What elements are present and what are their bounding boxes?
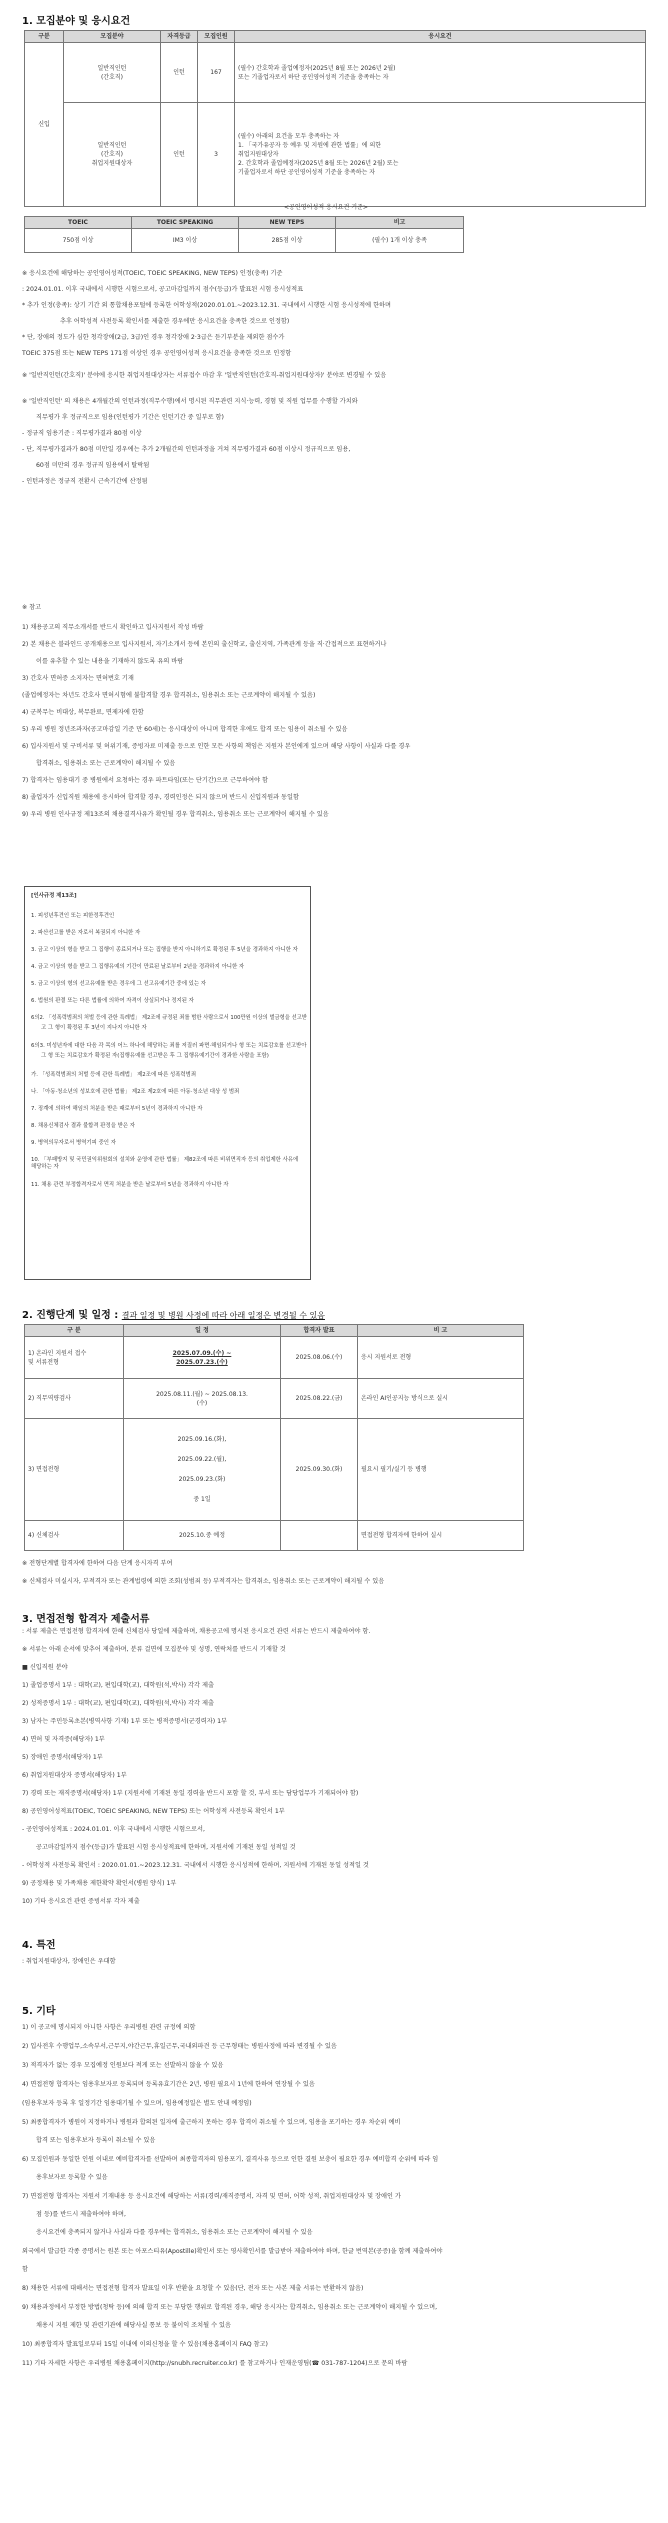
header-cell: 일 정 xyxy=(124,1325,281,1337)
table-row xyxy=(25,229,464,253)
note-line: - 단, 직무평가결과가 80점 미만일 경우에는 추가 2개월간의 인턴과정을 거쳐 직무평가결과 60점 이상시 정규직으로 임용, xyxy=(22,446,351,453)
note-line: ※ '일반직인턴(간호직)' 분야에 응시한 취업지원대상자는 서류접수 마감 후 '일반직인턴(간호직-취업지원대상자)' 분야로 변경될 수 있음 xyxy=(22,372,387,379)
table-row xyxy=(25,43,646,103)
etc-item: 응시요건에 충족되지 않거나 사실과 다를 경우에는 합격취소, 임용취소 또는 근로계약이 해지될 수 있음 xyxy=(36,2229,313,2236)
stage-cell xyxy=(25,1379,124,1419)
etc-item: 합격 또는 임용후보자 등록이 취소될 수 있음 xyxy=(36,2137,156,2144)
stage-line: 1) 온라인 지원서 접수 xyxy=(28,1349,87,1357)
table-header-row xyxy=(25,1325,524,1337)
note-line: - 정규직 임용기준 : 직무평가결과 80점 이상 xyxy=(22,430,142,437)
etc-item: 함 xyxy=(22,2266,28,2273)
schedule-note: ※ 전형단계별 합격자에 한하여 다음 단계 응시자격 부여 xyxy=(22,1560,173,1567)
requirement-line: 취업지원대상자 xyxy=(238,151,279,158)
sec3-subhead: ■ 신입직원 분야 xyxy=(22,1664,68,1671)
english-criteria-caption: <공인영어성적 응시요건 기준> xyxy=(284,204,368,211)
header-cell: TOEIC xyxy=(25,217,132,229)
requirement-cell xyxy=(235,43,646,103)
stage-line: 4) 신체검사 xyxy=(28,1532,60,1539)
field-line: 일반직인턴 xyxy=(97,142,127,149)
document-item: 10) 기타 응시요건 관련 증빙서류 각자 제출 xyxy=(22,1898,140,1905)
field-line: 취업지원대상자 xyxy=(91,160,133,167)
document-item: 7) 경력 또는 재직증명서(해당자) 1부 (지원서에 기재된 동일 경력을 반드시 포함 할 것, 부서 또는 담당업무가 기재되어야 함) xyxy=(22,1790,359,1797)
announce-cell: 2025.08.22.(금) xyxy=(281,1379,358,1419)
requirement-line: 기졸업자로서 하단 공인영어성적 기준을 충족하는 자 xyxy=(238,169,376,176)
note-line: ※ 응시요건에 해당하는 공인영어성적(TOEIC, TOEIC SPEAKING, NEW TEPS) 인정(충족) 기준 xyxy=(22,270,283,277)
date-line: 2025.09.22.(월), xyxy=(177,1455,227,1463)
date-line: 2025.09.16.(화), xyxy=(177,1435,227,1443)
etc-item: (임용후보자 등록 후 일정기간 임용대기될 수 있으며, 임용예정일은 별도 안내 예정임) xyxy=(22,2100,252,2107)
header-cell: 응시요건 xyxy=(235,31,646,43)
stage-cell xyxy=(25,1337,124,1379)
note-line: : 2024.01.01. 이후 국내에서 시행한 시험으로서, 공고마감일까지 점수(등급)가 발표된 시험 응시성적표 xyxy=(22,286,304,293)
box-item: 2. 파산선고를 받은 자로서 복권되지 아니한 자 xyxy=(31,930,141,936)
count-cell: 3 xyxy=(198,103,235,207)
document-item: 공고마감일까지 점수(등급)가 발표된 시험 응시성적표에 한하며, 지원서에 기재된 동일 성적일 것 xyxy=(36,1844,296,1851)
document-item: 9) 공정채용 및 가족채용 제한확약 확인서(병원 양식) 1부 xyxy=(22,1880,177,1887)
box-item: 7. 징계에 의하여 해임의 처분을 받은 때로부터 5년이 경과하지 아니한 자 xyxy=(31,1106,203,1112)
date-line: (수) xyxy=(196,1399,208,1407)
document-item: - 공인영어성적표 : 2024.01.01. 이후 국내에서 시행한 시험으로서, xyxy=(22,1826,205,1833)
section-2-title xyxy=(22,1306,325,1321)
date-cell xyxy=(124,1419,281,1521)
document-item: 2) 성적증명서 1부 : 대학(교), 편입대학(교), 대학원(석,박사) 각각 제출 xyxy=(22,1700,214,1707)
etc-item: 11) 기타 자세한 사항은 우리병원 채용홈페이지(http://snubh.recruiter.co.kr) 를 참고하거나 인재운영팀(☎ 031-787-1204)으로 문의 바람 xyxy=(22,2360,408,2367)
personnel-regulation-box xyxy=(24,886,311,1280)
table-header-row xyxy=(25,31,646,43)
requirement-line: (필수) 아래의 요건을 모두 충족하는 자 xyxy=(238,133,340,140)
etc-item: 6) 모집인원과 동일한 인원 이내로 예비합격자를 선발하며 최종합격자의 임용포기, 결격사유 등으로 인한 결원 보충이 필요한 경우 예비합격 순위에 따라 임 xyxy=(22,2156,439,2163)
section-3-title: 3. 면접전형 합격자 제출서류 xyxy=(22,1614,150,1625)
date-cell xyxy=(124,1521,281,1551)
box-title: [인사규정 제13조] xyxy=(31,893,77,899)
etc-item: 5) 최종합격자가 병원이 지정하거나 병원과 합의된 일자에 출근하지 못하는 경우 합격이 취소될 수 있으며, 임용을 포기하는 경우 차순위 예비 xyxy=(22,2119,401,2126)
etc-item: 9) 채용과정에서 부정한 방법(청탁 등)에 의해 합격 또는 부당한 행위로 합격된 경우, 해당 응시자는 합격취소, 임용취소 또는 근로계약이 해지될 수 있으며, xyxy=(22,2304,438,2311)
etc-item: 채용시 지원 제한 및 관련기관에 해당사실 통보 등 불이익 조치될 수 있음 xyxy=(36,2322,231,2329)
sec3-intro: : 서류 제출은 면접전형 합격자에 한해 신체검사 당일에 제출하며, 채용공고에 명시된 응시요건 관련 서류는 반드시 제출하여야 함. xyxy=(22,1628,371,1635)
note-cell: 온라인 AI인공지능 방식으로 실시 xyxy=(358,1379,524,1419)
score-cell: 750점 이상 xyxy=(25,229,132,253)
count-cell: 167 xyxy=(198,43,235,103)
requirement-line: 또는 기졸업자로서 하단 공인영어성적 기준을 충족하는 자 xyxy=(238,73,389,81)
sec3-intro: ※ 서류는 아래 순서에 맞추어 제출하며, 분류 걸면에 모집분야 및 성명, 연락처를 반드시 기재할 것 xyxy=(22,1646,286,1653)
field-cell xyxy=(64,103,161,207)
requirement-line: 1. 「국가유공자 등 예우 및 지원에 관한 법률」에 의한 xyxy=(238,142,382,149)
header-cell: 모집분야 xyxy=(64,31,161,43)
box-item: 3. 금고 이상의 형을 받고 그 집행이 종료되거나 또는 집행을 받지 아니하기로 확정된 후 5년을 경과하지 아니한 자 xyxy=(31,947,298,953)
box-item: 나. 「아동·청소년의 성보호에 관한 법률」 제2조 제2호에 따른 아동·청소년 대상 성 범죄 xyxy=(31,1089,240,1095)
table-row xyxy=(25,103,646,207)
score-cell: (필수) 1개 이상 충족 xyxy=(336,229,464,253)
box-item: 10. 「부패방지 및 국민권익위원회의 설치와 운영에 관한 법률」 제82조에 따른 비위면직자 등의 취업제한 사유에 해당하는 자 xyxy=(31,1157,299,1170)
date-line: 2025.07.23.(수) xyxy=(176,1358,228,1366)
box-item: 6의3. 미성년자에 대한 다음 각 목의 어느 하나에 해당하는 죄를 저질러 파면·해임되거나 형 또는 치료감호를 선고받아 xyxy=(31,1043,307,1049)
document-item: 3) 남자는 주민등록초본(병역사항 기재) 1부 또는 병적증명서(군경력자) 1부 xyxy=(22,1718,228,1725)
note-cell: 필요시 필기/실기 등 병행 xyxy=(358,1419,524,1521)
header-cell: 합격자 발표 xyxy=(281,1325,358,1337)
section-1-title: 1. 모집분야 및 응시요건 xyxy=(22,16,131,27)
date-cell xyxy=(124,1379,281,1419)
date-line: 2025.09.23.(화) xyxy=(178,1475,226,1483)
box-item: 6의2. 「성폭력범죄의 처벌 등에 관한 특례법」 제2조에 규정된 죄를 범한 사람으로서 100만원 이상의 벌금형을 선고받 xyxy=(31,1015,307,1021)
document-item: 5) 장애인 증명서(해당자) 1부 xyxy=(22,1754,103,1761)
document-item: 6) 취업지원대상자 증명서(해당자) 1부 xyxy=(22,1772,127,1779)
section-5-title: 5. 기타 xyxy=(22,2006,56,2017)
box-item: 8. 채용신체검사 결과 불합격 판정을 받은 자 xyxy=(31,1123,135,1129)
caution-line: 8) 졸업자가 신입직원 채용에 응시하여 합격할 경우, 경력인정은 되지 않으며 반드시 신입직원과 동일함 xyxy=(22,794,299,801)
field-line: (간호직) xyxy=(100,151,124,158)
document-item: - 어학성적 사전등록 확인서 : 2020.01.01.~2023.12.31. 국내에서 시행한 응시성적에 한하며, 지원서에 기재된 동일 성적일 것 xyxy=(22,1862,369,1869)
schedule-table xyxy=(24,1324,524,1551)
caution-line: 7) 합격자는 임용대기 중 병원에서 요청하는 경우 파트타임(또는 단기간)으로 근무하여야 함 xyxy=(22,777,269,784)
group-cell: 신입 xyxy=(25,43,64,207)
note-line: TOEIC 375점 또는 NEW TEPS 171점 이상인 경우 공인영어성적 응시요건을 충족한 것으로 인정함 xyxy=(22,350,292,357)
box-item: 9. 병역의무자로서 병역기피 중인 자 xyxy=(31,1140,116,1146)
caution-line: 9) 우리 병원 인사규정 제13조의 채용결격사유가 확인될 경우 합격취소, 임용취소 또는 근로계약이 해지될 수 있음 xyxy=(22,811,329,818)
etc-item: 외국에서 발급한 각종 증명서는 원본 또는 아포스티유(Apostille)확인서 또는 영사확인서를 발급받아 제출하여야 하며, 한글 번역본(공증)을 함께 제출하여야 xyxy=(22,2248,443,2255)
etc-item: 3) 적격자가 없는 경우 모집예정 인원보다 적게 또는 선발하지 않을 수 있음 xyxy=(22,2062,224,2069)
note-line: 60점 미만의 경우 정규직 임용에서 탈락됨 xyxy=(36,462,150,469)
note-cell: 면접전형 합격자에 한하여 실시 xyxy=(358,1521,524,1551)
grade-cell: 인턴 xyxy=(161,43,198,103)
note-line: * 단, 장애의 정도가 심한 청각장애(2급, 3급)인 경우 청각장애 2·3급은 듣기부분을 제외한 점수가 xyxy=(22,334,285,341)
caution-line: 합격취소, 임용취소 또는 근로계약이 해지될 수 있음 xyxy=(36,760,176,767)
note-line: ※ '일반직인턴' 의 채용은 4개월간의 인턴과정(직무수행)에서 명시된 직무관련 지식·능력, 경험 및 직원 업무를 수행할 가치와 xyxy=(22,398,358,405)
caution-line: 3) 간호사 면허증 소지자는 면허번호 기재 xyxy=(22,675,134,682)
etc-item: 7) 면접전형 합격자는 지원서 기재내용 등 응시요건에 해당하는 서류(경력/재직증명서, 자격 및 면허, 어학 성적, 취업지원대상자 및 장애인 가 xyxy=(22,2193,401,2200)
announce-cell xyxy=(281,1521,358,1551)
etc-item: 점 등)를 반드시 제출하여야 하며, xyxy=(36,2211,126,2218)
box-item: 11. 채용 관련 부정합격자로서 면직 처분을 받은 날로부터 5년을 경과하지 아니한 자 xyxy=(31,1182,229,1188)
caution-line: 4) 군복무는 비대상, 복무완료, 면제자에 한함 xyxy=(22,709,144,716)
date-line: 2025.07.09.(수) ~ xyxy=(172,1349,232,1357)
section-2-title-note: 결과 일정 및 병원 사정에 따라 아래 일정은 변경될 수 있음 xyxy=(121,1311,325,1320)
field-line: 일반직인턴 xyxy=(97,64,127,72)
table-header-row xyxy=(25,217,464,229)
etc-item: 8) 채용한 서류에 대해서는 면접전형 합격자 발표일 이후 반환을 요청할 수 있음(단, 전자 또는 사본 제출 서류는 반환하지 않음) xyxy=(22,2285,364,2292)
box-item: 6. 법원의 판결 또는 다른 법률에 의하여 자격이 상실되거나 정지된 자 xyxy=(31,998,194,1004)
etc-item: 2) 입사전후 수행업무,소속부서,근무지,야간근무,휴일근무,국내외파견 등 근무형태는 병원사정에 따라 변경될 수 있음 xyxy=(22,2043,337,2050)
requirement-line: (필수) 간호학과 졸업예정자(2025년 8월 또는 2026년 2월) xyxy=(238,64,396,72)
stage-line: 3) 면접전형 xyxy=(28,1466,60,1473)
header-cell: NEW TEPS xyxy=(239,217,336,229)
score-cell: 285점 이상 xyxy=(239,229,336,253)
document-item: 1) 졸업증명서 1부 : 대학(교), 편입대학(교), 대학원(석,박사) 각각 제출 xyxy=(22,1682,214,1689)
benefit-item: : 취업지원대상자, 장애인은 우대함 xyxy=(22,1958,116,1965)
caution-line: 6) 입사지원서 및 구비서류 및 허위기재, 증빙자료 미제출 등으로 인한 모든 사항의 책임은 지원자 본인에게 있으며 해당 사항이 사실과 다를 경우 xyxy=(22,743,411,750)
box-item: 5. 금고 이상의 형의 선고유예를 받은 경우에 그 선고유예기간 중에 있는 자 xyxy=(31,981,207,987)
caution-title: ※ 참고 xyxy=(22,604,42,611)
document-item: 8) 공인영어성적표(TOEIC, TOEIC SPEAKING, NEW TEPS) 또는 어학성적 사전등록 확인서 1부 xyxy=(22,1808,285,1815)
note-cell: 응시 지원서로 전형 xyxy=(358,1337,524,1379)
score-cell: IM3 이상 xyxy=(132,229,239,253)
header-cell: 모집인원 xyxy=(198,31,235,43)
date-cell xyxy=(124,1337,281,1379)
table-row xyxy=(25,1379,524,1419)
field-cell xyxy=(64,43,161,103)
requirement-cell xyxy=(235,103,646,207)
header-cell: 구분 xyxy=(25,31,64,43)
announce-cell: 2025.08.06.(수) xyxy=(281,1337,358,1379)
box-item: 그 형 또는 치료감호가 확정된 자(집행유예를 선고받은 후 그 집행유예기간이 경과한 사람을 포함) xyxy=(41,1053,269,1059)
caution-line: 1) 채용공고의 직무소개서를 반드시 확인하고 입사지원서 작성 바람 xyxy=(22,624,204,631)
etc-item: 10) 최종합격자 발표일로부터 15일 이내에 이의신청을 할 수 있음(채용홈페이지 FAQ 참고) xyxy=(22,2341,268,2348)
header-cell: 비 고 xyxy=(358,1325,524,1337)
stage-cell xyxy=(25,1419,124,1521)
box-item: 가. 「성폭력범죄의 처벌 등에 관한 특례법」 제2조에 따른 성폭력범죄 xyxy=(31,1072,197,1078)
box-item: 1. 피성년후견인 또는 피한정후견인 xyxy=(31,913,115,919)
stage-line: 및 서류전형 xyxy=(28,1358,59,1366)
note-line: 직무평가 후 정규직으로 임용(인턴평가 기간은 인턴기간 중 일부로 함) xyxy=(36,414,224,421)
header-cell: TOEIC SPEAKING xyxy=(132,217,239,229)
section-4-title: 4. 특전 xyxy=(22,1940,56,1951)
document-item: 4) 면허 및 자격증(해당자) 1부 xyxy=(22,1736,105,1743)
schedule-note: ※ 신체검사 미실시자, 부적격자 또는 관계법령에 의한 조회(성범죄 등) 부적격자는 합격취소, 임용취소 또는 근로계약이 해지될 수 있음 xyxy=(22,1578,385,1585)
etc-item: 4) 면접전형 합격자는 임용후보자로 등록되며 등록유효기간은 2년, 병원 필요시 1년에 한하여 연장될 수 있음 xyxy=(22,2081,315,2088)
english-score-table xyxy=(24,216,464,253)
caution-line: 5) 우리 병원 정년조과자(공고마감일 기준 만 60세)는 응시대상이 아니며 합격한 후에도 합격 또는 임용이 취소될 수 있음 xyxy=(22,726,348,733)
field-line: (간호직) xyxy=(100,73,124,81)
table-row xyxy=(25,1337,524,1379)
recruit-field-table xyxy=(24,30,646,207)
header-cell: 구 분 xyxy=(25,1325,124,1337)
etc-item: 용후보자로 등록할 수 있음 xyxy=(36,2174,108,2181)
caution-line: 2) 본 채용은 블라인드 공개채용으로 입사지원서, 자기소개서 등에 본인의 출신학교, 출신지역, 가족관계 등을 직·간접적으로 표현하거나 xyxy=(22,641,387,648)
note-line: * 추가 인정(충족): 상기 기간 외 통합채용포털에 등록한 어학성적(2020.01.01.~2023.12.31. 국내에서 시행한 시험 응시성적에 한하며 xyxy=(22,302,391,309)
box-item: 고 그 형이 확정된 후 3년이 지나지 아니한 자 xyxy=(41,1025,147,1031)
stage-line: 2) 직무역량검사 xyxy=(28,1395,71,1402)
date-line: 2025.10.중 예정 xyxy=(178,1532,225,1539)
table-row xyxy=(25,1419,524,1521)
table-row xyxy=(25,1521,524,1551)
note-line: 추후 어학성적 사전등록 확인서를 제출한 경우에만 응시요건을 충족한 것으로 인정함) xyxy=(60,318,290,325)
box-item: 4. 금고 이상의 형을 받고 그 집행유예의 기간이 만료된 날로부터 2년을 경과하지 아니한 자 xyxy=(31,964,245,970)
stage-cell xyxy=(25,1521,124,1551)
note-line: - 인턴과정은 정규직 전환시 근속기간에 산정됨 xyxy=(22,478,148,485)
announce-cell: 2025.09.30.(화) xyxy=(281,1419,358,1521)
requirement-line: 2. 간호학과 졸업예정자(2025년 8월 또는 2026년 2월) 또는 xyxy=(238,160,399,167)
date-line: 중 1일 xyxy=(193,1495,211,1503)
grade-cell: 인턴 xyxy=(161,103,198,207)
caution-line: (졸업예정자는 차년도 간호사 면허시험에 불합격할 경우 합격취소, 임용취소 또는 근로계약이 해지될 수 있음) xyxy=(22,692,316,699)
etc-item: 1) 이 공고에 명시되지 아니한 사항은 우리병원 관련 규정에 의함 xyxy=(22,2024,196,2031)
caution-line: 이를 유추할 수 있는 내용을 기재하지 않도록 유의 바람 xyxy=(36,658,184,665)
header-cell: 자격등급 xyxy=(161,31,198,43)
date-line: 2025.08.11.(월) ~ 2025.08.13. xyxy=(156,1390,248,1398)
section-2-title-text: 2. 진행단계 및 일정 : xyxy=(22,1310,119,1321)
header-cell: 비고 xyxy=(336,217,464,229)
